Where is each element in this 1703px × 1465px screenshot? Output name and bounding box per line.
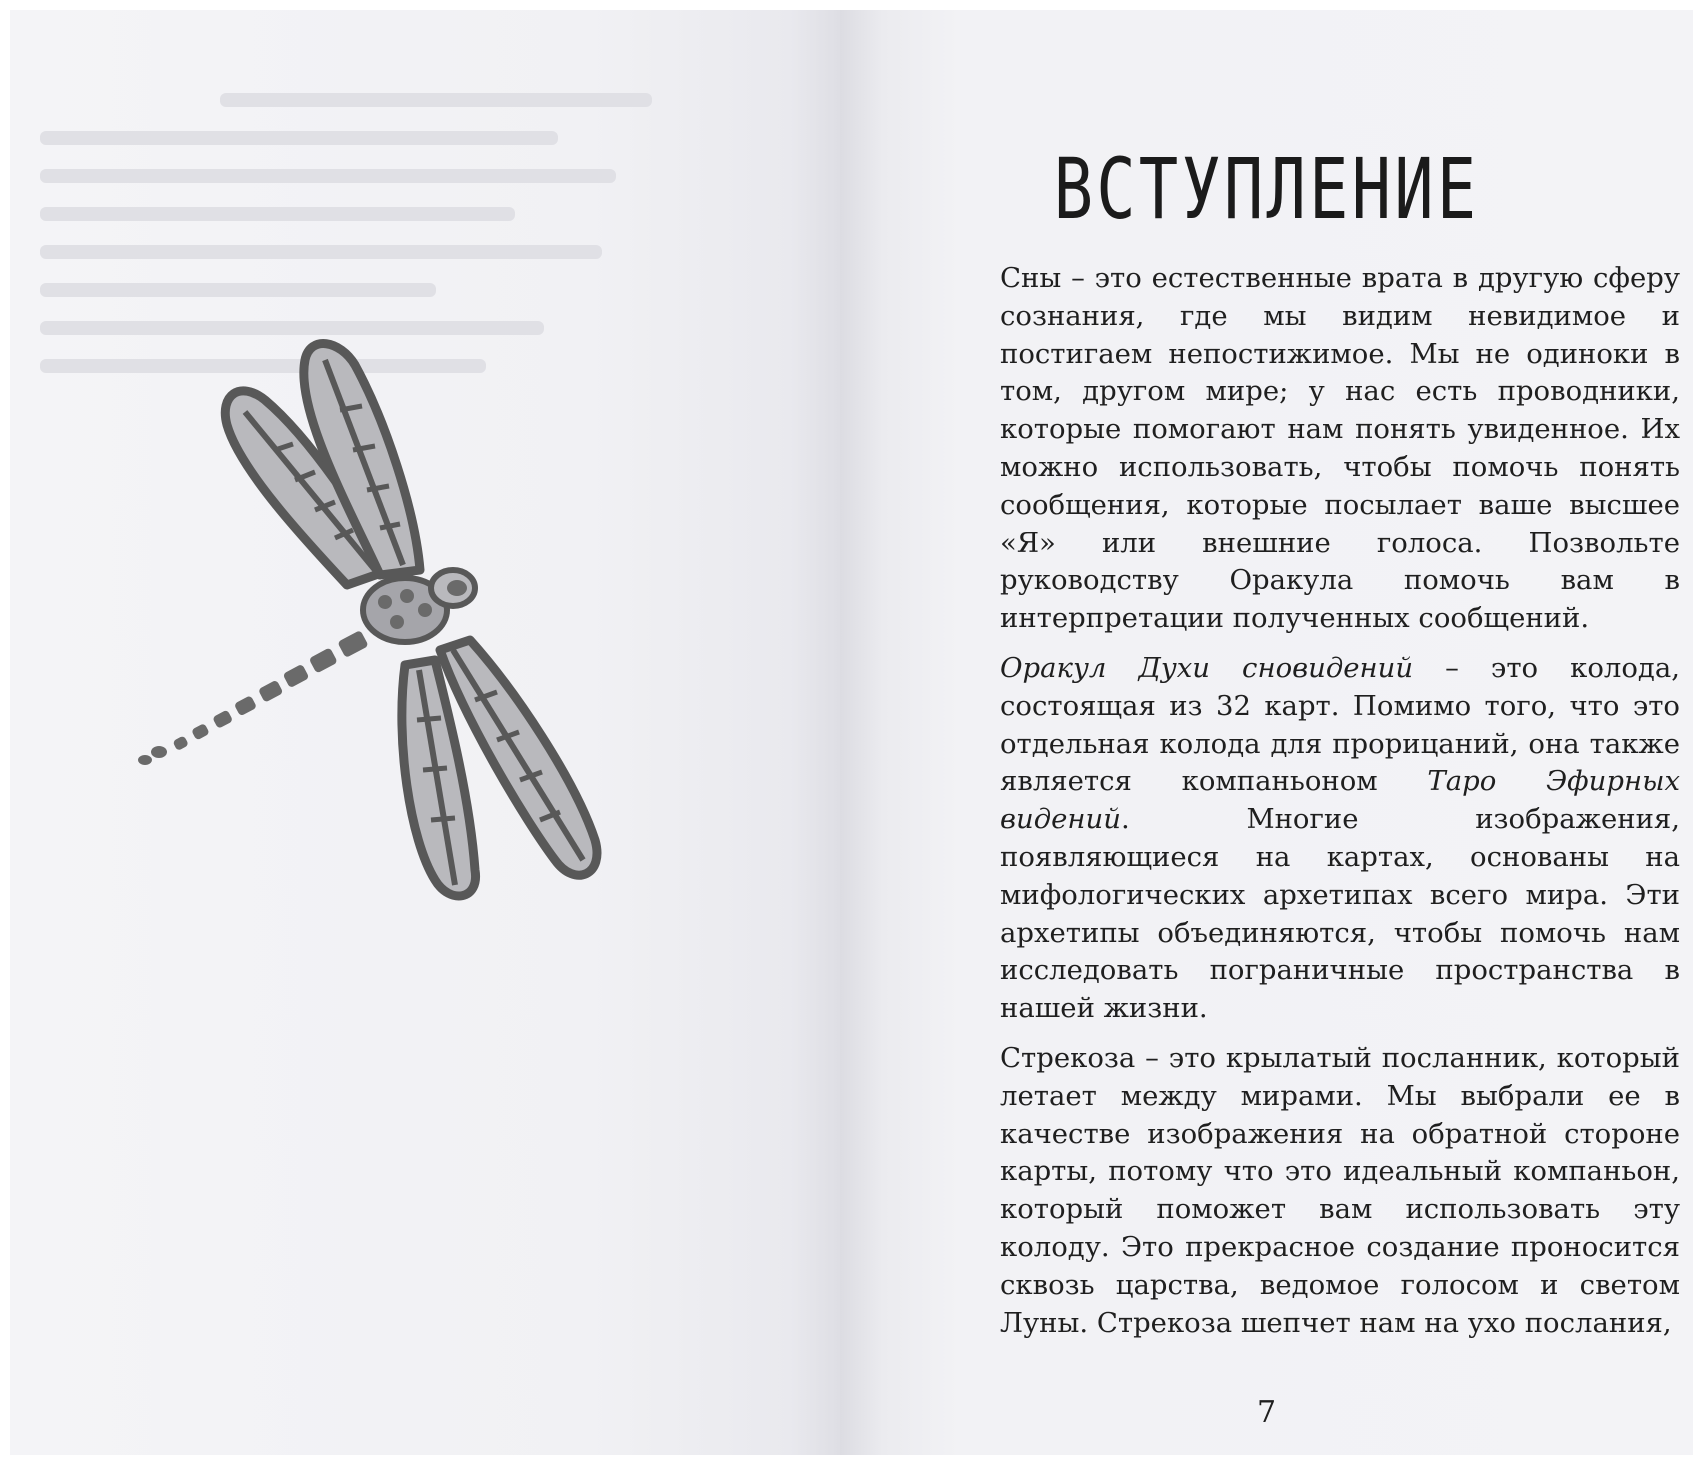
- book-title-tarot: Таро Эфирных видений: [1000, 765, 1680, 836]
- text-segment: – это колода, состоящая из 32 карт. Помимо того, что это отдельная колода для прорицаний, она также является компаньоном: [1000, 651, 1680, 798]
- paragraph-2: [1000, 650, 1680, 1028]
- dragonfly-illustration: [135, 320, 695, 940]
- book-title-oracle: Оракул Духи сновидений: [1000, 651, 1414, 684]
- page-title: ВСТУПЛЕНИЕ: [1053, 140, 1480, 238]
- left-page: [10, 10, 840, 1455]
- text-segment: Стрекоза – это крылатый посланник, который летает между мирами. Мы выбрали ее в качестве изображения на обратной стороне карты, потому что это идеальный компаньон, который поможет вам использовать эту колоду. Это прекрасное создание проносится сквозь царства, ведомое голосом и светом Луны. Стрекоза шепчет нам на ухо послания,: [1000, 1041, 1680, 1339]
- page-number: 7: [1256, 1395, 1277, 1430]
- text-segment: . Многие изображения, появляющиеся на картах, основаны на мифологических архетипах всего мира. Эти архетипы объединяются, чтобы помочь нам исследовать пограничные пространства в нашей жизни.: [1000, 803, 1680, 1025]
- text-segment: Сны – это естественные врата в другую сферу сознания, где мы видим невидимое и постигаем непостижимое. Мы не одиноки в том, другом мире; у нас есть проводники, которые помогают нам понять увиденное. Их можно использовать, чтобы помочь понять сообщения, которые посылает ваше высшее «Я» или внешние голоса. Позвольте руководству Оракула помочь вам в интерпретации полученных сообщений.: [1000, 262, 1680, 635]
- dragonfly-abdomen: [138, 630, 369, 765]
- dragonfly-head: [431, 570, 475, 606]
- paragraph-3: [1000, 1040, 1680, 1342]
- body-text: [1000, 260, 1680, 1354]
- paragraph-1: [1000, 260, 1680, 638]
- right-page: [840, 10, 1693, 1455]
- book-spread: [10, 10, 1693, 1455]
